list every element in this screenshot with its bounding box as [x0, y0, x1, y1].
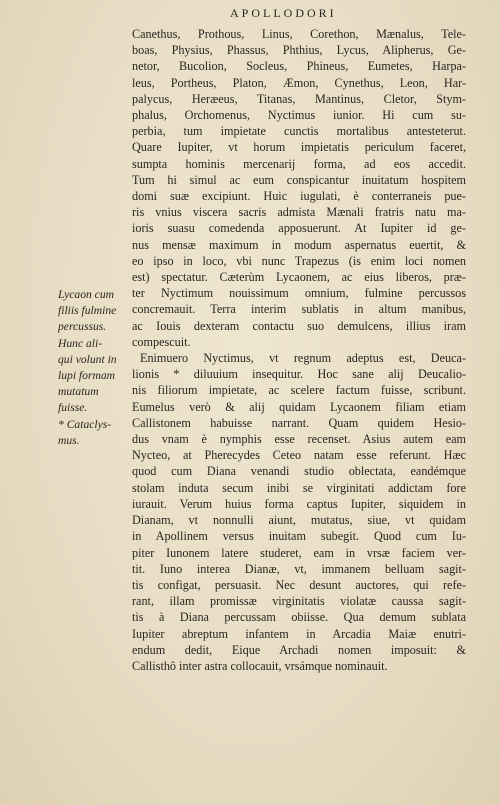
text-line: palycus, Heræeus, Titanas, Mantinus, Cletor, Stym- — [132, 91, 466, 106]
text-line: iurauit. Verum huius forma captus Iupiter, siquidem in — [132, 496, 466, 511]
text-line: Callistonem habuisse narrant. Quam quidem Hesio- — [132, 415, 466, 430]
text-line: Enimuero Nyctimus, vt regnum adeptus est, Deuca- — [140, 351, 466, 366]
text-line: lionis * diluuium insequitur. Hoc sane alij Deucalio- — [132, 367, 466, 382]
text-line: dus vnam è nymphis esse recenset. Asius autem eam — [132, 432, 466, 447]
text-line: Iupiter abreptum infantem in Arcadia Maiæ enutri- — [132, 626, 466, 641]
text-line: perbia, tum impietate cunctis mortalibus antesteterut. — [132, 124, 466, 139]
text-line: tis à Diana percussam obiisse. Qua demum sublata — [132, 610, 466, 625]
text-line: Dianam, vt nonnulli aiunt, mutatus, siue, vt quidam — [132, 513, 466, 528]
text-line: est) spectatur. Cæterùm Lycaonem, ac eius liberos, præ- — [132, 270, 466, 285]
text-line: boas, Physius, Phassus, Phthius, Lycus, Alipherus, Ge- — [132, 43, 466, 58]
text-line: netor, Bucolion, Socleus, Phineus, Eumetes, Harpa- — [132, 59, 466, 74]
text-line: piter Iunonem latere studeret, eam in vrsæ faciem ver- — [132, 545, 466, 560]
margin-note-line: qui volunt in — [58, 352, 117, 366]
text-line: eo ipso in loco, vbi nunc Trapezus (is enim loci nomen — [132, 253, 466, 268]
margin-note-line: fuisse. — [58, 401, 88, 415]
margin-note-line: mutatum — [58, 385, 99, 399]
text-line: stolam induta secum inibi se virginitati addictam fore — [132, 480, 466, 495]
text-line: Canethus, Prothous, Linus, Corethon, Mænalus, Tele- — [132, 27, 466, 41]
text-line: endum dedit, Eique Archadi nomen imposuit: & — [132, 642, 466, 657]
margin-note-line: Lycaon cum — [58, 288, 114, 301]
text-line: Eumelus verò & alij quidam Lycaonem filiam etiam — [132, 399, 466, 414]
text-line: Nycteo, at Pherecydes Ceteo natam esse referunt. Hæc — [132, 448, 466, 463]
text-line: sumpta hominis mercenarij forma, ad eos accedit. — [132, 156, 466, 171]
text-line: leus, Portheus, Platon, Æmon, Cynethus, Leon, Har- — [132, 75, 466, 90]
margin-note-line: lupi formam — [58, 369, 116, 383]
margin-note-line: filiis fulmine — [58, 304, 117, 318]
text-line: phalus, Orchomenus, Nyctimus iunior. Hi cum su- — [132, 108, 466, 123]
text-line: rant, illam promissæ virginitatis violatæ caussa sagit- — [132, 594, 466, 609]
text-line: ris vnius viscera sacris admista Mænali fratris natu ma- — [132, 205, 466, 220]
margin-notes — [58, 287, 134, 449]
text-line: tis configat, persuasit. Nec desunt auctores, qui refe- — [132, 577, 466, 592]
text-line: compescuit. — [132, 334, 191, 349]
text-line: nis filiorum impietate, ac scelere factum fuisse, scribunt. — [132, 383, 466, 398]
text-line: domi suæ excipiunt. Huic iugulati, è conterraneis pue- — [132, 189, 466, 204]
text-line: ioris suasu comedenda apposuerunt. At Iupiter id ge- — [132, 221, 466, 236]
margin-note-line: mus. — [58, 433, 80, 447]
text-line: ter Nyctimum nouissimum omnium, fulmine percussos — [132, 286, 466, 301]
text-line: ac Iouis dexteram contactu suo demulcens, illius iram — [132, 318, 466, 333]
text-line: Tum hi simul ac eum conspicantur inuitatum hospitem — [132, 172, 466, 187]
text-line: Quare Iupiter, vt horum impietatis periculum faceret, — [132, 140, 466, 155]
margin-note-line: Hunc ali- — [58, 336, 103, 350]
main-text-block — [132, 26, 466, 674]
running-head: APOLLODORI — [230, 6, 337, 20]
margin-note-line: percussus. — [58, 320, 107, 334]
text-line: concremauit. Terra interim sublatis in altum manibus, — [132, 302, 466, 317]
margin-note-line: * Cataclys- — [58, 417, 112, 431]
text-line: in Apollinem versus inuitam subegit. Quod cum Iu- — [132, 529, 466, 544]
text-line: quod cum Diana venandi studio oblectata, eandémque — [132, 464, 466, 479]
text-line: Callisthô inter astra collocauit, vrsámque nominauit. — [132, 658, 388, 673]
text-line: nus mensæ maximum in modum aspernatus euertit, & — [132, 237, 466, 252]
text-line: tit. Iuno interea Dianæ, vt, immanem belluam sagit- — [132, 561, 466, 576]
